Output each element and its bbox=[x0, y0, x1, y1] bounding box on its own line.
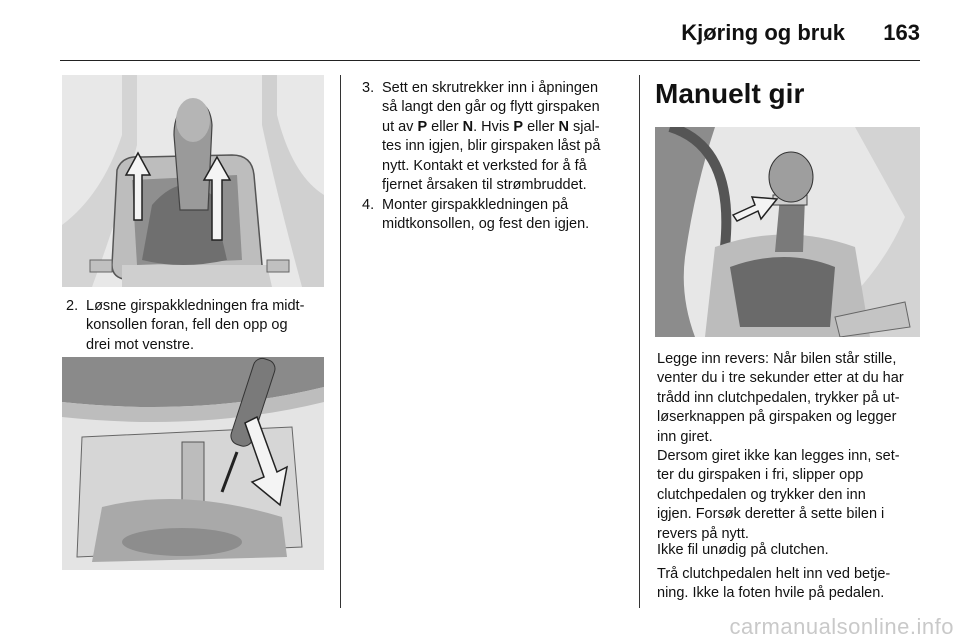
paragraph-reverse bbox=[657, 350, 922, 447]
text-line: revers på nytt. bbox=[657, 525, 749, 542]
text-line: trådd inn clutchpedalen, trykker på ut- bbox=[657, 389, 900, 406]
text-line: Løsne girspakkledningen fra midt- bbox=[86, 298, 305, 314]
column-divider-right bbox=[639, 75, 640, 608]
step-number: 4. bbox=[362, 197, 375, 213]
text-line: igjen. Forsøk deretter å sette bilen i bbox=[657, 506, 885, 523]
text-line: Trå clutchpedalen helt inn ved betje- bbox=[657, 566, 891, 582]
text-line: nytt. Kontakt et verksted for å få bbox=[382, 157, 587, 174]
paragraph-if-gear-fails bbox=[657, 447, 922, 544]
gear-lever-cover-illustration bbox=[62, 75, 324, 287]
step-number: 2. bbox=[66, 298, 79, 314]
text-line: drei mot venstre. bbox=[86, 336, 194, 353]
text-line: Dersom giret ikke kan legges inn, set- bbox=[657, 448, 900, 464]
text-line: ter du girspaken i fri, slipper opp bbox=[657, 467, 864, 484]
text-line: Legge inn revers: Når bilen står stille, bbox=[657, 351, 897, 367]
text-line: tes inn igjen, blir girspaken låst på bbox=[382, 138, 601, 155]
text-line: clutchpedalen og trykker den inn bbox=[657, 486, 866, 503]
text-line: fjernet årsaken til strømbruddet. bbox=[382, 177, 587, 194]
text-line: Sett en skrutrekker inn i åpningen bbox=[382, 80, 599, 96]
text-line: Ikke fil unødig på clutchen. bbox=[657, 542, 829, 558]
section-title: Manuelt gir bbox=[655, 78, 805, 109]
text-line: så langt den går og flytt girspaken bbox=[382, 99, 600, 116]
screwdriver-illustration bbox=[62, 357, 324, 570]
header-rule bbox=[60, 60, 920, 61]
column-divider-left bbox=[340, 75, 341, 608]
paragraph-clutch-pedal bbox=[657, 565, 922, 604]
chapter-title: Kjøring og bruk bbox=[681, 20, 845, 45]
paragraph-clutch-wear bbox=[657, 541, 922, 560]
text-line: konsollen foran, fell den opp og bbox=[86, 317, 288, 334]
text-line: venter du i tre sekunder etter at du har bbox=[657, 370, 904, 387]
page-header bbox=[0, 0, 960, 60]
text-line: midtkonsollen, og fest den igjen. bbox=[382, 216, 590, 233]
text-line: ning. Ikke la foten hvile på pedalen. bbox=[657, 585, 885, 602]
text-line: Monter girspakkledningen på bbox=[382, 197, 569, 213]
step-number: 3. bbox=[362, 80, 375, 96]
page-number: 163 bbox=[883, 20, 920, 45]
manual-gear-lever-illustration bbox=[655, 127, 920, 337]
text-line: ut av P eller N. Hvis P eller N sjal- bbox=[382, 118, 600, 135]
text-line: løserknappen på girspaken og legger bbox=[657, 409, 897, 426]
watermark: carmanualsonline.info bbox=[729, 614, 954, 639]
text-line: inn giret. bbox=[657, 428, 713, 445]
